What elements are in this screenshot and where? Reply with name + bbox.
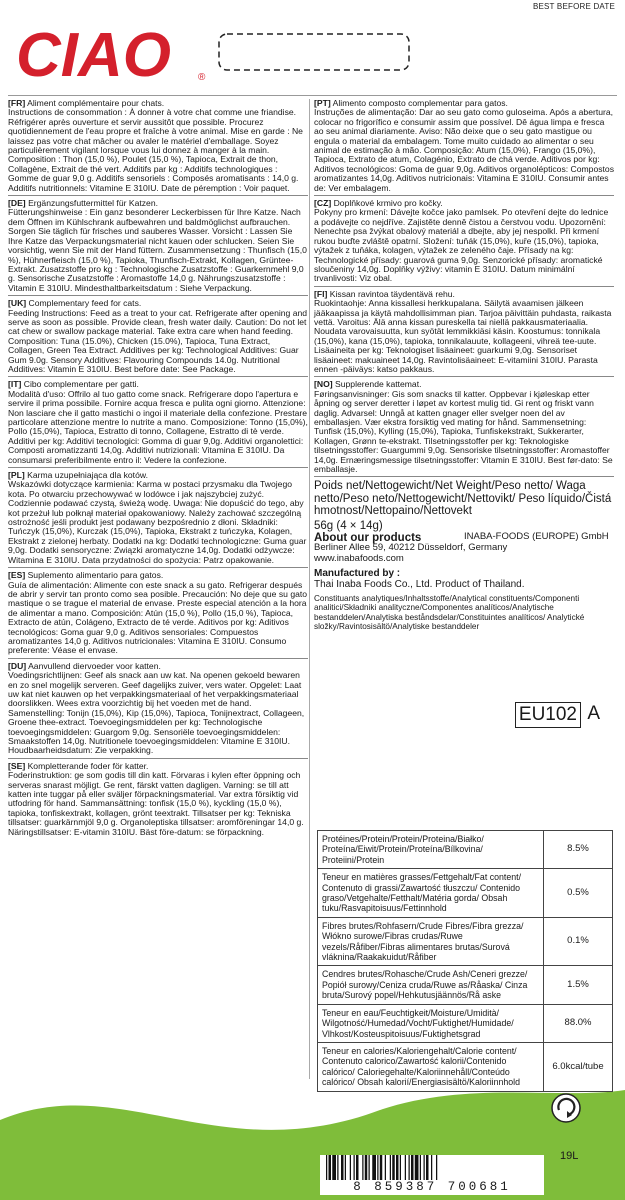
text-block-fi: [FI] Kissan ravintoa täydentävä rehu. Ruokintaohje: Anna kissallesi herkkupalana. Säilytä avaamisen jälkeen jääkaapissa ja käytä mahdollisimman pian. Tarjoa päivittäin puhdasta, raikasta vettä. Varoitus: Älä anna kissan pureskella tai niellä pakkausmateriaalia. Noudata varovaisuutta, kun syötät lemmikkiäsi käsin. Koostumus: tonnikala (15,0%), kana (15,0%), tapioka, tonnikalauute, kollageeni, vihreä tee-uute. Lisäaineita per kg: Teknologiset lisäaineet: guarkumi 9,0g. Sensoriset lisäaineet: makuaineet 14,0g. Ravintolisäaineet: E-vitamiini 310IU. Parasta ennen -päiväys: katso pakkaus. — [314, 290, 614, 378]
text-block-se: [SE] Kompletterande foder för katter. Foderinstruktion: ge som godis till din katt. Förvaras i kylen efter öppning och serveras snarast möjligt. Ge rent, färskt vatten dagligen. Varning: se till att katten inte tuggar på eller sväljer förpackningsmaterial. Var extra försiktig vid utfodring för hand. Sammansättning: tonfisk (15,0 %), kyckling (15,0 %), tapioka, tonfiskextrakt, kollagen, grönt teextrakt. Tillsatser per kg: Tekniska tillsatser: guarkärnmjöl 9,0 g. Organoleptiska tillsatser: aromföreningar 14,0 g. Näringstillsatser: E-vitamin 310IU. Bäst före-datum: se förpackning. — [8, 760, 304, 837]
best-before-date-area — [215, 26, 415, 76]
nutrition-table — [317, 830, 613, 1092]
about-heading: About our products — [314, 532, 422, 545]
text-block-no: [NO] Supplerende kattemat. Føringsanvisninger: Gis som snacks til katter. Oppbevar i kjøleskap etter åpning og server deretter i løpet av kortest mulig tid. Gi rent og friskt vann daglig. Advarsel: Unngå at katten gnager eller svelger noen del av emballasjen. Vær ekstra forsiktig ved mating for hånd. Sammensetning: Tunfisk (15,0%), Kylling (15,0%), Tapioka, Tunfiskekstrakt, Sukkerarter, Kollagen, Grønn te-ekstrakt. Tilsetningsstoffer per kg: Teknologiske tilsetningsstoffer: Guargummi 9,0g. Sensoriske tilsetningsstoffer: Aromastoffer 14,0g. Ernæringsmessige tilsetningsstoffer: Vitamin E 310IU. Best før-dato: Se emballasje. — [314, 380, 614, 477]
best-before-label: BEST BEFORE DATE — [532, 2, 615, 11]
nutrient-label: Cendres brutes/Rohasche/Crude Ash/Ceneri grezze/ Popiół surowy/Ceniza cruda/Ruwe as/Råaska/ Cinza bruta/Surový popel/Hehkutusjäännös/Rå aske — [318, 966, 544, 1004]
nutrient-value: 8.5% — [544, 831, 613, 869]
text-block-uk: [UK] Complementary feed for cats. Feeding Instructions: Feed as a treat to your cat. Refrigerate after opening and serve as soon as possible. Provide clean, fresh water daily. Caution: Do not let cat chew or swallow package material. Take extra care when hand feeding. Composition: Tuna (15.0%), Chicken (15.0%), Tapioca, Tuna Extract, Collagen, Green Tea Extract. Additives per kg: Technological Additives: Guar Gum 9.0g. Sensory Additives: Flavouring Compounds 14.0g. Nutritional Additives: Vitamin E 310IU. Best before date: See Package. — [8, 299, 308, 377]
company-name: INABA-FOODS (EUROPE) GmbH — [464, 530, 609, 542]
company-address: Berliner Allee 59, 40212 Düsseldorf, Germany — [314, 541, 508, 553]
table-row — [318, 966, 613, 1004]
manufactured-heading: Manufactured by : — [314, 567, 401, 579]
nutrient-value: 1.5% — [544, 966, 613, 1004]
top-rule — [8, 95, 617, 96]
company-website: www.inabafoods.com — [314, 552, 404, 564]
text-block-es: [ES] Suplemento alimentario para gatos. Guía de alimentación: Alimente con este snack a su gato. Refrigerar después de abrir y servir tan pronto como sea posible. Precaución: No deje que su gato mastique o se trague el material de envase. Preste especial atención a la hora de alimentar a mano. Composición: Atún (15,0 %), Pollo (15,0 %), Tapioca, Extracto de atún, Colágeno, Extracto de té verde. Aditivos por kg: Aditivos tecnológicos: Goma guar 9,0 g. Aditivos sensoriales: Compuestos aromatizantes 14,0 g. Aditivos nutricionales: Vitamina E 310IU. Consumo preferente: Véase el envase. — [8, 571, 308, 659]
nutrient-label: Teneur en eau/Feuchtigkeit/Moisture/Umidità/ Wilgotność/Humedad/Vocht/Fuktighet/Humidade/ Vlhkost/Kosteuspitoisuus/Fuktighetsgrad — [318, 1004, 544, 1042]
nutrient-value: 88.0% — [544, 1004, 613, 1042]
ciao-logo — [12, 18, 212, 88]
text-block-du: [DU] Aanvullend diervoeder voor katten. Voedingsrichtlijnen: Geef als snack aan uw kat. Na openen gekoeld bewaren en zo snel mogelijk serveren. Geef dagelijks zuiver, vers water. Opgelet: Laat uw kat niet kauwen op het verpakkingsmateriaal of het verpakkingsmateriaal doorslikken. Wees extra voorzichtig bij het voeden met de hand. Samenstelling: Tonijn (15,0%), Kip (15,0%), Tapioca, Tonijnextract, Collageen, Groene thee-extract. Toevoegingsmiddelen per kg: Technologische toevoegingsmiddelen: Guargom 9,0g. Sensoriële toevoegingsmiddelen: Smaakstoffen 14,0g. Nutritionele toevoegingsmiddelen: Vitamine E 310IU. Houdbaarheidsdatum: Zie verpakking. — [8, 662, 308, 759]
table-row — [318, 1042, 613, 1091]
text-block-fr: [FR] Aliment complémentaire pour chats. Instructions de consommation : À donner à votre chat comme une friandise. Réfrigérer après ouverture et servir aussitôt que possible. Procurez quotidiennement de l'eau propre et fraîche à votre animal. Mise en garde : Ne laissez pas votre chat mâcher ou avaler le matériel d'emballage. Soyez particulièrement vigilant lorsque vous lui donnez à manger à la main. Composition : Thon (15,0 %), Poulet (15,0 %), Tapioca, Extrait de thon, Collagène, Extrait de thé vert. Additifs par kg : Additifs technologiques : Gomme de guar 9,0 g. Additifs sensoriels : Composés aromatisants : 14,0 g. Additifs nutritionnels: Vitamine E 310IU. Date de péremption : Voir paquet. — [8, 99, 308, 196]
table-row — [318, 1004, 613, 1042]
table-row — [318, 869, 613, 918]
right-column — [314, 99, 614, 631]
nutrient-label: Protéines/Protein/Protein/Proteina/Białko/ Proteína/Eiwit/Protein/Proteína/Bílkovina/ Proteiini/Protein — [318, 831, 544, 869]
analytical-constituents-heading: Constituants analytiques/Inhaltsstoffe/Analytical constituents/Componenti analitici/Składniki analityczne/Componentes analíticos/Analytische bestanddelen/Analytiska beståndsdelar/Constituintes analíticos/ Analytické složky/Ravintosisältö/Analytiske bestanddeler — [314, 593, 585, 632]
nutrient-label: Teneur en calories/Kaloriengehalt/Calorie content/ Contenuto calorico/Zawartość kalorii/Contenido calórico/ Caloriegehalte/Kaloriinnehåll/Conteúdo calórico/ Obsah kalorií/Energiasisältö/Kaloriinnhold — [318, 1042, 544, 1091]
nutrient-value: 0.1% — [544, 917, 613, 966]
recycle-icon — [550, 1092, 582, 1130]
manufactured-by — [314, 568, 614, 590]
net-weight-value: 56g (4 × 14g) — [314, 519, 383, 532]
nutrient-label: Teneur en matières grasses/Fettgehalt/Fat content/ Contenuto di grassi/Zawartość tłuszczu/ Contenido graso/Vetgehalte/Fetthalt/Matéria gorda/ Obsah tuku/Rasvapitoisuus/Fettinnhold — [318, 869, 544, 918]
volume-label: 19L — [560, 1150, 579, 1162]
nutrient-label: Fibres brutes/Rohfasern/Crude Fibres/Fibra grezza/ Włókno surowe/Fibras crudas/Ruwe vezels/Råfiber/Fibras alimentares brutas/Surová vláknina/Raakakuidut/Råfiber — [318, 917, 544, 966]
left-column — [8, 99, 308, 842]
barcode-number: 8 859387 700681 — [320, 1180, 544, 1194]
text-block-de: [DE] Ergänzungsfuttermittel für Katzen. Fütterungshinweise : Ein ganz besonderer Leckerbissen für Ihre Katze. Nach dem Öffnen im Kühlschrank aufbewahren und baldmöglichst aufbrauchen. Sorgen Sie täglich für frisches und sauberes Wasser. Vorsicht : Lassen Sie Ihre Katze das Verpackungsmaterial nicht kauen oder schlucken. Seien Sie vorsichtig, wenn Sie mit der Hand füttern. Zusammensetzung : Thunfisch (15,0 %), Hühnerfleisch (15,0 %), Tapioka, Thunfisch-Extrakt, Kollagen, Grüntee-Extrakt. Zusatzstoffe pro kg : Technologische Zusatzstoffe : Guarkernmehl 9,0 g. Sensorische Zusatzstoffe : Aromastoffe 14,0 g. Nährungszusatzstoffe : Vitamin E 310IU. Mindesthaltbarkeitsdatum : Siehe Verpackung. — [8, 199, 308, 296]
table-row — [318, 831, 613, 869]
text-block-cz: [CZ] Doplňkové krmivo pro kočky. Pokyny pro krmení: Dávejte kočce jako pamlsek. Po otevření dejte do lednice a podávejte co nejdříve. Zajistěte denně čistou a čerstvou vodu. Upozornění: Nenechte psa žvýkat obalový materiál a dbejte, aby jej nespolkl. Při krmení rukou buďte zvláště opatrní. Složení: tuňák (15,0%), kuře (15,0%), tapioka, výtažek z tuňáka, kolagen, výtažek ze zeleného čaje. Přísady na kg: Technologické přísady: guarová guma 9,0g. Senzorické přísady: aromatické sloučeniny 14,0g. Doplňky výživy: vitamin E 310IU. Datum minimální trvanlivosti: Viz obal. — [314, 199, 614, 287]
eu-code-suffix: A — [587, 703, 600, 724]
eu-code: EU102 — [515, 702, 581, 728]
table-row — [318, 917, 613, 966]
text-block-pt: [PT] Alimento composto complementar para gatos. Instruções de alimentação: Dar ao seu gato como guloseima. Após a abertura, colocar no frigorífico e consumir assim que possível. Dê água limpa e fresca ao seu animal diariamente. Aviso: Não deixe que o seu gato mastigue ou engula o material da embalagem. Tome muito cuidado ao alimentar o seu animal de estimação à mão. Composição: Atum (15,0%), Frango (15,0%), Tapioca, Extrato de atum, Colagénio, Extrato de chá verde. Aditivos por kg: Aditivos tecnológicos: Goma de guar 9,0g. Aditivos organolépticos: Compostos aromatizantes 14,0g. Aditivos nutricionais: Vitamina E 310IU. Consumir antes de: Ver embalagem. — [314, 99, 614, 196]
nutrient-value: 6.0kcal/tube — [544, 1042, 613, 1091]
text-block-it: [IT] Cibo complementare per gatti. Modalità d'uso: Offrilo al tuo gatto come snack. Refrigerare dopo l'apertura e servire il prima possibile. Fornire acqua fresca e pulita ogni giorno. Attenzione: Non lasciare che il gatto mastichi o ingoi il materiale della confezione. Prestare particolare attenzione mentre lo nutrite a mano. Composizione: Tonno (15,0%), Pollo (15,0%), Tapioca, Estratto di tonno, Collagene, Estratto di tè verde. Additivi per kg: Additivi tecnologici: Gomma di guar 9,0g. Additivi organolettici: Composti aromatizzanti 14,0g. Additivi nutrizionali: Vitamina E 310IU. Da consumarsi preferibilmente entro il: Vedere la confezione. — [8, 380, 308, 468]
net-weight-label: Poids net/Nettogewicht/Net Weight/Peso netto/ Waga netto/Peso neto/Nettogewicht/Nettovikt/ Peso líquido/Čistá hmotnost/Nettopaino/Nettovekt — [314, 480, 612, 518]
text-block-pl: [PL] Karma uzupełniająca dla kotów. Wskazówki dotyczące karmienia: Karma w postaci przysmaku dla Twojego kota. Po otwarciu przechowywać w lodówce i jak najszybciej zużyć. Codziennie podawać czystą, świeżą wodę. Uwaga: Nie dopuścić do tego, aby kot przeżuł lub połknął materiał opakowaniowy. Należy zachować szczególną ostrożność jeśli produkt jest podawany bezpośrednio z dłoni. Składniki: Tuńczyk (15,0%), Kurczak (15,0%), Tapioka, Ekstrakt z tuńczyka, Kolagen, Ekstrakt z zielonej herbaty. Dodatki na kg: Dodatki technologiczne: Guma guar 9,0g. Dodatki sensoryczne: Związki aromatyczne 14,0g. Dodatki odżywcze: Witamina E 310IU. Data przydatności do spożycia: Patrz opakowanie. — [8, 471, 308, 568]
column-divider — [309, 99, 310, 1079]
manufacturer-text: Thai Inaba Foods Co., Ltd. Product of Thailand. — [314, 578, 525, 590]
svg-text:®: ® — [198, 72, 206, 83]
svg-text:CIAO: CIAO — [16, 21, 171, 88]
nutrient-value: 0.5% — [544, 869, 613, 918]
